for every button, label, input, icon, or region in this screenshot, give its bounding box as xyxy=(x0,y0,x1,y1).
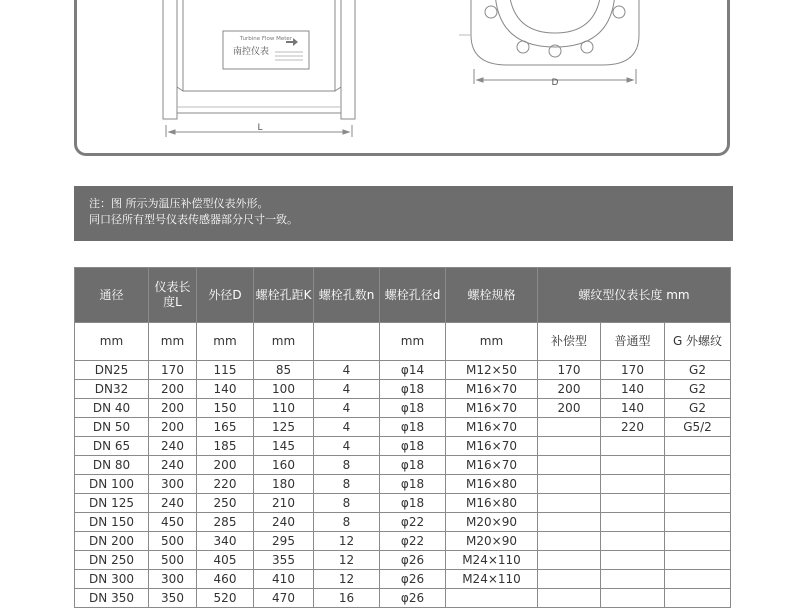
unit-cell: G 外螺纹 xyxy=(665,323,731,361)
table-cell: DN 80 xyxy=(75,456,149,475)
table-cell: 160 xyxy=(254,456,314,475)
header-outer-diameter: 外径D xyxy=(197,268,254,323)
note-line-2: 同口径所有型号仪表传感器部分尺寸一致。 xyxy=(89,213,298,226)
table-cell: 165 xyxy=(197,418,254,437)
table-cell: 220 xyxy=(601,418,665,437)
table-cell xyxy=(601,494,665,513)
table-cell xyxy=(601,475,665,494)
unit-cell: mm xyxy=(380,323,446,361)
left-flange xyxy=(163,0,177,119)
table-row xyxy=(75,418,731,437)
table-cell: 16 xyxy=(314,589,380,608)
table-cell: 450 xyxy=(149,513,197,532)
header-bolt-hole: 螺栓孔径d xyxy=(380,268,446,323)
table-row xyxy=(75,399,731,418)
table-cell: M16×70 xyxy=(446,437,538,456)
length-label: L xyxy=(257,123,263,133)
table-cell xyxy=(601,551,665,570)
table-cell: φ22 xyxy=(380,513,446,532)
header-thread-length: 螺纹型仪表长度 mm xyxy=(538,268,731,323)
table-cell xyxy=(538,418,601,437)
table-cell xyxy=(538,437,601,456)
table-cell: 115 xyxy=(197,361,254,380)
table-cell: 85 xyxy=(254,361,314,380)
unit-cell: mm xyxy=(197,323,254,361)
table-cell: M12×50 xyxy=(446,361,538,380)
table-cell xyxy=(538,551,601,570)
table-cell: 500 xyxy=(149,532,197,551)
unit-cell: 普通型 xyxy=(601,323,665,361)
table-cell: 410 xyxy=(254,570,314,589)
table-cell xyxy=(601,570,665,589)
header-dn: 通径 xyxy=(75,268,149,323)
table-header-row xyxy=(75,268,731,323)
table-cell: 100 xyxy=(254,380,314,399)
dimension-drawing xyxy=(77,0,733,159)
table-cell: φ18 xyxy=(380,380,446,399)
table-cell: 250 xyxy=(197,494,254,513)
table-cell: M16×80 xyxy=(446,475,538,494)
table-cell xyxy=(601,532,665,551)
table-row xyxy=(75,361,731,380)
table-cell: DN25 xyxy=(75,361,149,380)
table-cell: 200 xyxy=(197,456,254,475)
table-cell xyxy=(665,437,731,456)
header-bolt-pitch: 螺栓孔距K xyxy=(254,268,314,323)
table-cell: 240 xyxy=(254,513,314,532)
table-cell: 200 xyxy=(538,399,601,418)
table-cell xyxy=(601,437,665,456)
table-cell: DN 250 xyxy=(75,551,149,570)
table-row xyxy=(75,456,731,475)
table-cell: 355 xyxy=(254,551,314,570)
table-cell: φ26 xyxy=(380,589,446,608)
table-cell: 8 xyxy=(314,475,380,494)
table-cell: 200 xyxy=(149,399,197,418)
table-cell xyxy=(665,456,731,475)
table-cell xyxy=(446,589,538,608)
table-cell: 8 xyxy=(314,494,380,513)
table-cell: M16×70 xyxy=(446,380,538,399)
table-cell: φ18 xyxy=(380,475,446,494)
unit-cell: mm xyxy=(446,323,538,361)
table-cell: 340 xyxy=(197,532,254,551)
table-cell: DN 40 xyxy=(75,399,149,418)
unit-cell: mm xyxy=(254,323,314,361)
table-cell xyxy=(665,551,731,570)
table-cell: DN 65 xyxy=(75,437,149,456)
table-cell: φ18 xyxy=(380,456,446,475)
table-cell: 150 xyxy=(197,399,254,418)
table-row xyxy=(75,532,731,551)
table-cell xyxy=(538,589,601,608)
nameplate-brand: 南控仪表 xyxy=(232,47,270,57)
bolt-hole xyxy=(581,41,593,53)
table-cell: φ18 xyxy=(380,437,446,456)
table-cell xyxy=(601,456,665,475)
table-cell: DN 200 xyxy=(75,532,149,551)
header-length: 仪表长度L xyxy=(149,268,197,323)
table-cell: φ18 xyxy=(380,418,446,437)
table-cell: 140 xyxy=(601,380,665,399)
table-cell: 200 xyxy=(149,418,197,437)
table-cell xyxy=(538,532,601,551)
bolt-hole xyxy=(613,6,625,18)
table-cell: 285 xyxy=(197,513,254,532)
table-cell: 200 xyxy=(149,380,197,399)
diameter-label: D xyxy=(551,78,559,88)
table-cell xyxy=(538,494,601,513)
unit-cell xyxy=(314,323,380,361)
table-cell xyxy=(665,589,731,608)
unit-cell: mm xyxy=(75,323,149,361)
table-cell: G2 xyxy=(665,361,731,380)
table-cell: 4 xyxy=(314,399,380,418)
specification-table xyxy=(74,267,731,608)
table-cell: 12 xyxy=(314,551,380,570)
table-cell: 460 xyxy=(197,570,254,589)
table-cell: DN 300 xyxy=(75,570,149,589)
table-cell: 12 xyxy=(314,532,380,551)
table-cell xyxy=(538,475,601,494)
table-cell: 185 xyxy=(197,437,254,456)
table-cell: M16×70 xyxy=(446,418,538,437)
table-row xyxy=(75,494,731,513)
table-cell: 220 xyxy=(197,475,254,494)
table-row xyxy=(75,589,731,608)
table-cell: M20×90 xyxy=(446,513,538,532)
table-cell: 240 xyxy=(149,494,197,513)
table-cell: 8 xyxy=(314,456,380,475)
table-cell: 470 xyxy=(254,589,314,608)
unit-cell: 补偿型 xyxy=(538,323,601,361)
header-bolt-spec: 螺栓规格 xyxy=(446,268,538,323)
unit-cell: mm xyxy=(149,323,197,361)
table-cell: 500 xyxy=(149,551,197,570)
table-row xyxy=(75,437,731,456)
table-cell: 405 xyxy=(197,551,254,570)
table-cell: 350 xyxy=(149,589,197,608)
table-cell: 200 xyxy=(538,380,601,399)
table-cell: φ18 xyxy=(380,399,446,418)
table-cell: M16×70 xyxy=(446,456,538,475)
table-cell: DN 100 xyxy=(75,475,149,494)
table-cell xyxy=(665,532,731,551)
table-cell: 300 xyxy=(149,570,197,589)
table-cell xyxy=(665,494,731,513)
table-cell: M16×80 xyxy=(446,494,538,513)
table-cell: 8 xyxy=(314,513,380,532)
note-line-1: 注：图 所示为温压补偿型仪表外形。 xyxy=(89,197,269,210)
table-cell: 140 xyxy=(601,399,665,418)
table-cell: DN 150 xyxy=(75,513,149,532)
table-cell xyxy=(665,570,731,589)
table-cell: φ26 xyxy=(380,570,446,589)
table-cell: 180 xyxy=(254,475,314,494)
note-box xyxy=(74,186,733,241)
table-cell: G2 xyxy=(665,380,731,399)
table-cell: 4 xyxy=(314,380,380,399)
bolt-hole xyxy=(485,6,497,18)
table-cell: 140 xyxy=(197,380,254,399)
units-row xyxy=(75,323,731,361)
header-bolt-count: 螺栓孔数n xyxy=(314,268,380,323)
table-cell xyxy=(601,513,665,532)
table-cell: 125 xyxy=(254,418,314,437)
table-cell: 110 xyxy=(254,399,314,418)
table-cell: 240 xyxy=(149,437,197,456)
table-cell: 295 xyxy=(254,532,314,551)
table-body xyxy=(75,323,731,608)
table-cell xyxy=(665,475,731,494)
table-cell: M24×110 xyxy=(446,570,538,589)
table-cell: 4 xyxy=(314,437,380,456)
table-cell: φ22 xyxy=(380,532,446,551)
table-cell: 4 xyxy=(314,418,380,437)
table-cell: 145 xyxy=(254,437,314,456)
table-cell: 210 xyxy=(254,494,314,513)
table-cell: G5/2 xyxy=(665,418,731,437)
table-cell: M20×90 xyxy=(446,532,538,551)
table-cell: 4 xyxy=(314,361,380,380)
table-cell xyxy=(538,570,601,589)
table-row xyxy=(75,570,731,589)
table-cell: φ26 xyxy=(380,551,446,570)
table-cell: M16×70 xyxy=(446,399,538,418)
table-cell: DN 50 xyxy=(75,418,149,437)
table-cell xyxy=(601,589,665,608)
table-cell: 170 xyxy=(601,361,665,380)
bolt-hole xyxy=(517,41,529,53)
table-cell: 12 xyxy=(314,570,380,589)
table-cell: φ14 xyxy=(380,361,446,380)
table-row xyxy=(75,513,731,532)
table-cell: 170 xyxy=(538,361,601,380)
dimension-drawing-frame xyxy=(74,0,730,156)
nameplate-title: Turbine Flow Meter xyxy=(239,36,293,42)
table-row xyxy=(75,475,731,494)
table-cell: M24×110 xyxy=(446,551,538,570)
right-flange xyxy=(341,0,355,119)
table-cell: G2 xyxy=(665,399,731,418)
table-row xyxy=(75,380,731,399)
table-cell: 170 xyxy=(149,361,197,380)
table-cell: DN 350 xyxy=(75,589,149,608)
table-cell: 300 xyxy=(149,475,197,494)
table-cell: φ18 xyxy=(380,494,446,513)
table-cell xyxy=(538,456,601,475)
table-cell: DN32 xyxy=(75,380,149,399)
table-cell xyxy=(538,513,601,532)
table-cell: DN 125 xyxy=(75,494,149,513)
table-cell: 520 xyxy=(197,589,254,608)
table-row xyxy=(75,551,731,570)
table-cell: 240 xyxy=(149,456,197,475)
table-cell xyxy=(665,513,731,532)
